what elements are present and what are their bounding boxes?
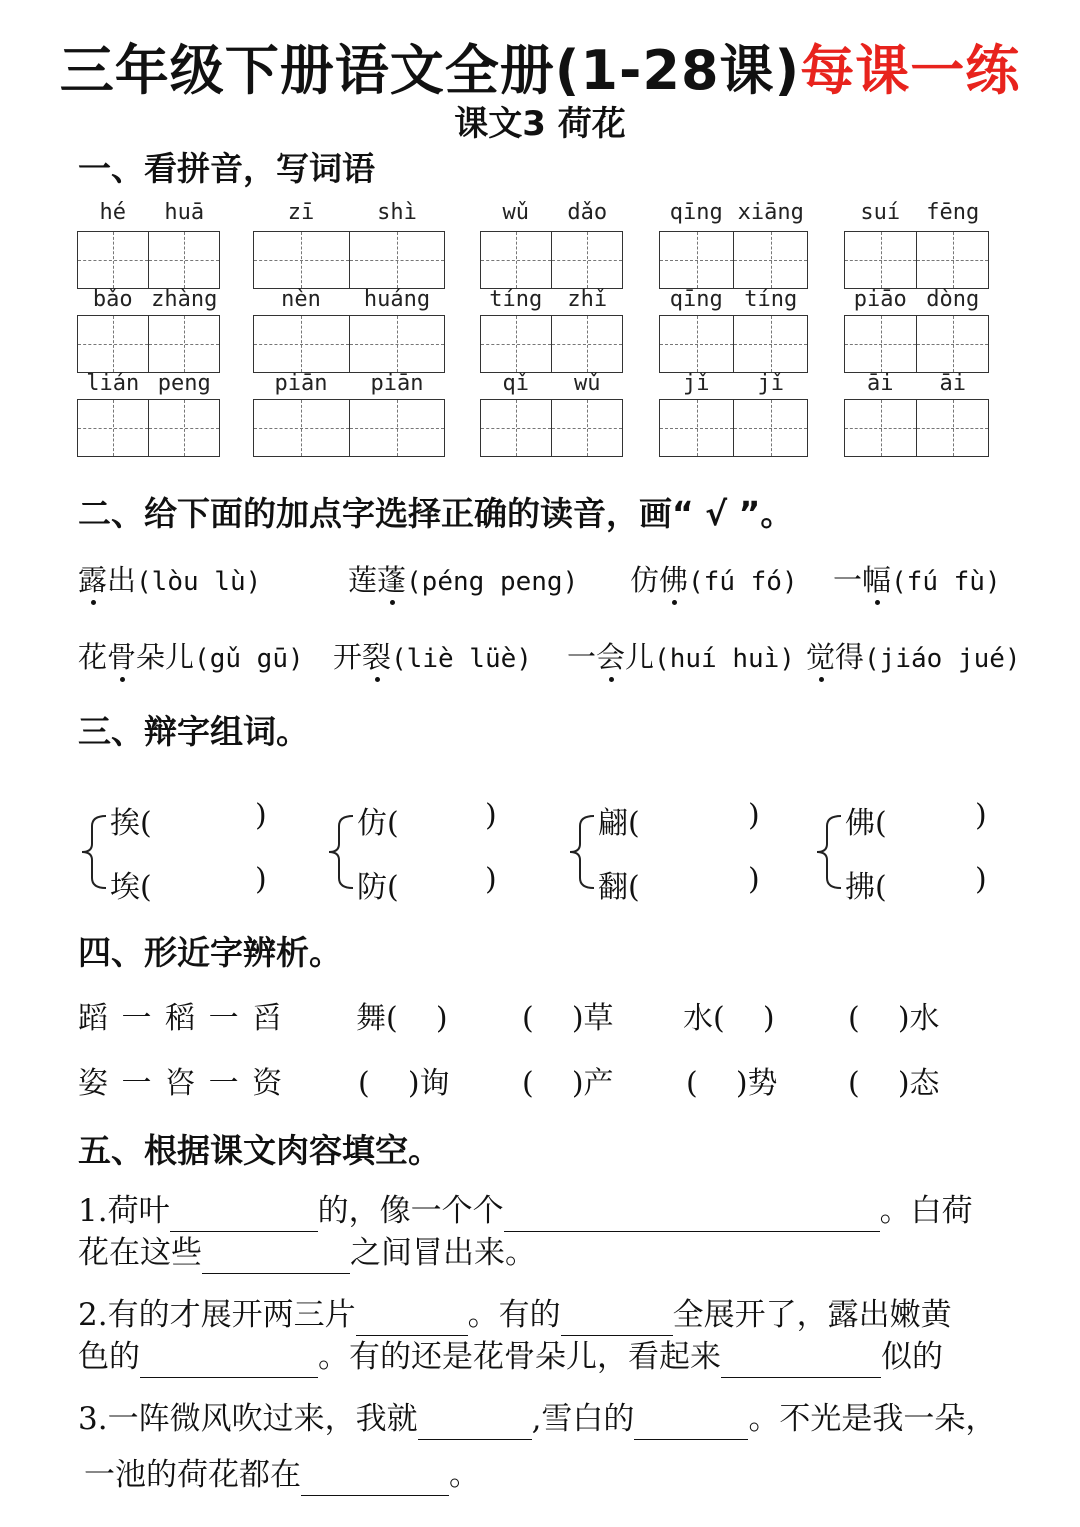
grid-cell[interactable] [78, 400, 149, 456]
brace-icon [325, 812, 355, 892]
pinyin-label: wǔ [574, 371, 601, 396]
pinyin-label: nèn [281, 287, 321, 312]
pinyin-label: huáng [363, 287, 431, 312]
pair-char: 仿( [357, 806, 399, 841]
grid-cell[interactable] [254, 400, 350, 456]
title-red: 每课一练 [800, 39, 1021, 102]
page-subtitle: 课文3 荷花 [454, 104, 626, 144]
pinyin-label: shì [377, 200, 417, 225]
fill-question-2 [78, 1294, 1038, 1378]
reading-item [630, 558, 798, 599]
pinyin-label: piāo [853, 287, 907, 312]
pinyin-label: lián [86, 371, 140, 396]
pair-char: 埃( [110, 870, 152, 905]
grid-cell[interactable] [552, 316, 622, 372]
reading-item [567, 635, 795, 676]
pinyin-label: tíng [744, 287, 798, 312]
q1-text-e: 之间冒出来。 [350, 1235, 536, 1271]
section4-heading: 四、形近字辨析。 [78, 933, 342, 972]
q1-text-c: 。白荷 [879, 1193, 973, 1229]
char-grid[interactable] [844, 231, 989, 289]
pinyin-label: dòng [926, 287, 980, 312]
word-part: 出 [107, 563, 137, 597]
q3-text-c: 。不光是我一朵， [748, 1401, 997, 1437]
q2-text-f: 似的 [881, 1339, 943, 1375]
reading-options[interactable]: (péng peng) [406, 567, 579, 597]
reading-item [348, 558, 578, 599]
fill-char-item[interactable]: ( )草 [522, 1001, 614, 1036]
grid-cell[interactable] [481, 316, 552, 372]
grid-cell[interactable] [845, 400, 917, 456]
pinyin-label: zhàng [151, 287, 218, 312]
grid-cell[interactable] [734, 400, 807, 456]
q3-blank-3[interactable] [301, 1461, 449, 1496]
fill-char-item[interactable]: ( )势 [686, 1066, 778, 1101]
fill-question-1 [78, 1190, 1028, 1274]
section3-heading: 三、辩字组词。 [78, 712, 309, 751]
brace-icon [78, 812, 108, 892]
grid-cell[interactable] [350, 400, 445, 456]
pinyin-label: piān [370, 371, 424, 396]
q2-text-b: 。有的 [467, 1297, 561, 1333]
pair-char: 翻( [598, 870, 640, 905]
brace-path [82, 816, 106, 888]
word-part: 得 [835, 640, 865, 674]
grid-cell[interactable] [552, 232, 622, 288]
pair-char: 挨( [110, 806, 152, 841]
pinyin-label: āi [939, 371, 966, 396]
grid-cell[interactable] [845, 316, 917, 372]
grid-cell[interactable] [254, 232, 350, 288]
word-part: 儿 [625, 640, 655, 674]
pinyin-label: jǐ [757, 371, 784, 396]
pinyin-label: xiāng [737, 200, 804, 225]
pair-blank-close[interactable]: ) [485, 862, 497, 897]
fill-char-item[interactable]: 水( ) [683, 1001, 775, 1036]
dotted-char: 骨 [107, 635, 136, 676]
grid-cell[interactable] [78, 316, 149, 372]
dotted-char: 裂 [362, 635, 391, 676]
brace-path [329, 816, 353, 888]
section1-heading: 一、看拼音，写词语 [78, 149, 375, 188]
pair-blank-close[interactable]: ) [975, 798, 987, 833]
grid-cell[interactable] [254, 316, 350, 372]
similar-chars-row2: 姿 一 咨 一 资 [78, 1066, 285, 1101]
q3-text-e: 。 [449, 1457, 480, 1493]
grid-cell[interactable] [481, 232, 552, 288]
reading-item [78, 635, 304, 676]
grid-cell[interactable] [734, 316, 807, 372]
pair-blank-close[interactable]: ) [485, 798, 497, 833]
word-part: 花 [78, 640, 108, 674]
q3-text-b: ,雪白的 [531, 1401, 635, 1437]
brace-icon [566, 812, 596, 892]
dotted-char: 佛 [659, 558, 688, 599]
pair-char: 拂( [845, 870, 887, 905]
word-part: 仿 [630, 563, 660, 597]
grid-cell[interactable] [149, 316, 219, 372]
q1-text-a: 1.荷叶 [78, 1193, 170, 1229]
dotted-char: 会 [596, 635, 625, 676]
pinyin-label: jǐ [683, 371, 710, 396]
page-title [0, 28, 1080, 105]
grid-cell[interactable] [149, 400, 219, 456]
reading-options[interactable]: (lòu lù) [136, 567, 262, 597]
q2-blank-1[interactable] [356, 1301, 468, 1336]
char-grid[interactable] [659, 315, 808, 373]
q1-blank-3[interactable] [202, 1239, 350, 1274]
char-grid[interactable] [480, 399, 623, 457]
char-grid[interactable] [77, 399, 220, 457]
pinyin-label: bǎo [92, 287, 133, 312]
pair-blank-close[interactable]: ) [748, 862, 760, 897]
pair-blank-close[interactable]: ) [255, 862, 267, 897]
reading-item [806, 635, 1021, 676]
grid-cell[interactable] [78, 232, 149, 288]
word-part: 一 [833, 563, 863, 597]
char-grid[interactable] [253, 315, 445, 373]
char-grid[interactable] [253, 231, 445, 289]
char-grid[interactable] [480, 231, 623, 289]
grid-cell[interactable] [350, 316, 445, 372]
q2-text-e: 。有的还是花骨朵儿，看起来 [318, 1339, 721, 1375]
fill-question-3 [78, 1398, 1038, 1496]
reading-options[interactable]: (huí huì) [654, 644, 795, 674]
grid-cell[interactable] [734, 232, 807, 288]
pinyin-label: qīng [669, 287, 723, 312]
pinyin-label: suí [860, 200, 901, 225]
grid-cell[interactable] [917, 316, 988, 372]
reading-options[interactable]: (gǔ gū) [194, 644, 304, 674]
dotted-char: 幅 [862, 558, 891, 599]
pinyin-label: dǎo [567, 200, 608, 225]
pinyin-label: āi [867, 371, 894, 396]
grid-cell[interactable] [660, 400, 734, 456]
pinyin-label: peng [157, 371, 211, 396]
word-part: 朵儿 [136, 640, 195, 674]
q2-text-c: 全展开了，露出嫩黄 [672, 1297, 952, 1333]
char-grid[interactable] [77, 231, 220, 289]
char-grid[interactable] [844, 315, 989, 373]
pinyin-label: fēng [926, 200, 980, 225]
pinyin-label: qīng [669, 200, 723, 225]
reading-item [333, 635, 532, 676]
fill-char-item[interactable]: ( )询 [358, 1066, 450, 1101]
reading-item [78, 558, 261, 599]
grid-cell[interactable] [917, 232, 988, 288]
dotted-char: 觉 [806, 635, 835, 676]
fill-char-item[interactable]: 舞( ) [356, 1001, 448, 1036]
title-main: 三年级下册语文全册(1-28课) [59, 39, 801, 102]
grid-cell[interactable] [350, 232, 445, 288]
pair-char: 防( [357, 870, 399, 905]
grid-cell[interactable] [660, 316, 734, 372]
q2-blank-3[interactable] [140, 1343, 318, 1378]
grid-cell[interactable] [481, 400, 552, 456]
q3-blank-1[interactable] [418, 1405, 532, 1440]
reading-options[interactable]: (fú fó) [688, 567, 798, 597]
dotted-char: 露 [78, 558, 107, 599]
fill-char-item[interactable]: ( )态 [848, 1066, 940, 1101]
pair-blank-close[interactable]: ) [748, 798, 760, 833]
pair-char: 翩( [598, 806, 640, 841]
char-grid[interactable] [77, 315, 220, 373]
q1-text-d: 花在这些 [78, 1235, 202, 1271]
grid-cell[interactable] [845, 232, 917, 288]
char-grid[interactable] [844, 399, 989, 457]
pinyin-label: qǐ [502, 371, 529, 396]
q3-text-d: 一池的荷花都在 [84, 1457, 301, 1493]
pinyin-label: tíng [489, 287, 543, 312]
q2-text-a: 2.有的才展开两三片 [78, 1297, 356, 1333]
section2-heading: 二、给下面的加点字选择正确的读音，画“ √ ”。 [78, 494, 794, 533]
grid-cell[interactable] [149, 232, 219, 288]
pair-blank-close[interactable]: ) [975, 862, 987, 897]
brace-icon [813, 812, 843, 892]
pinyin-label: wǔ [502, 200, 529, 225]
grid-cell[interactable] [917, 400, 988, 456]
char-grid[interactable] [253, 399, 445, 457]
q2-text-d: 色的 [78, 1339, 140, 1375]
word-part: 开 [333, 640, 363, 674]
q3-text-a: 3.一阵微风吹过来，我就 [78, 1401, 418, 1437]
pinyin-label: piān [274, 371, 328, 396]
grid-cell[interactable] [552, 400, 622, 456]
q1-blank-2[interactable] [504, 1197, 880, 1232]
word-part: 一 [567, 640, 597, 674]
grid-cell[interactable] [660, 232, 734, 288]
q1-text-b: 的，像一个个 [317, 1193, 504, 1229]
q2-blank-4[interactable] [721, 1343, 881, 1378]
q1-blank-1[interactable] [170, 1197, 318, 1232]
pinyin-label: hé [99, 200, 126, 225]
dotted-char: 蓬 [377, 558, 406, 599]
pinyin-label: huā [164, 200, 205, 225]
q2-blank-2[interactable] [561, 1301, 673, 1336]
word-part: 莲 [348, 563, 378, 597]
pinyin-label: zhǐ [567, 287, 608, 312]
section5-heading: 五、根据课文肉容填空。 [78, 1131, 441, 1170]
char-grid[interactable] [659, 231, 808, 289]
reading-options[interactable]: (jiáo jué) [864, 644, 1021, 674]
pair-blank-close[interactable]: ) [255, 798, 267, 833]
reading-item [833, 558, 1001, 599]
pair-char: 佛( [845, 806, 887, 841]
fill-char-item[interactable]: ( )水 [848, 1001, 940, 1036]
fill-char-item[interactable]: ( )产 [522, 1066, 614, 1101]
brace-path [817, 816, 841, 888]
reading-options[interactable]: (fú fù) [891, 567, 1001, 597]
char-grid[interactable] [659, 399, 808, 457]
similar-chars-row1: 蹈 一 稻 一 舀 [78, 1001, 285, 1036]
reading-options[interactable]: (liè lüè) [391, 644, 532, 674]
pinyin-label: zī [287, 200, 315, 225]
brace-path [570, 816, 594, 888]
q3-blank-2[interactable] [634, 1405, 748, 1440]
char-grid[interactable] [480, 315, 623, 373]
